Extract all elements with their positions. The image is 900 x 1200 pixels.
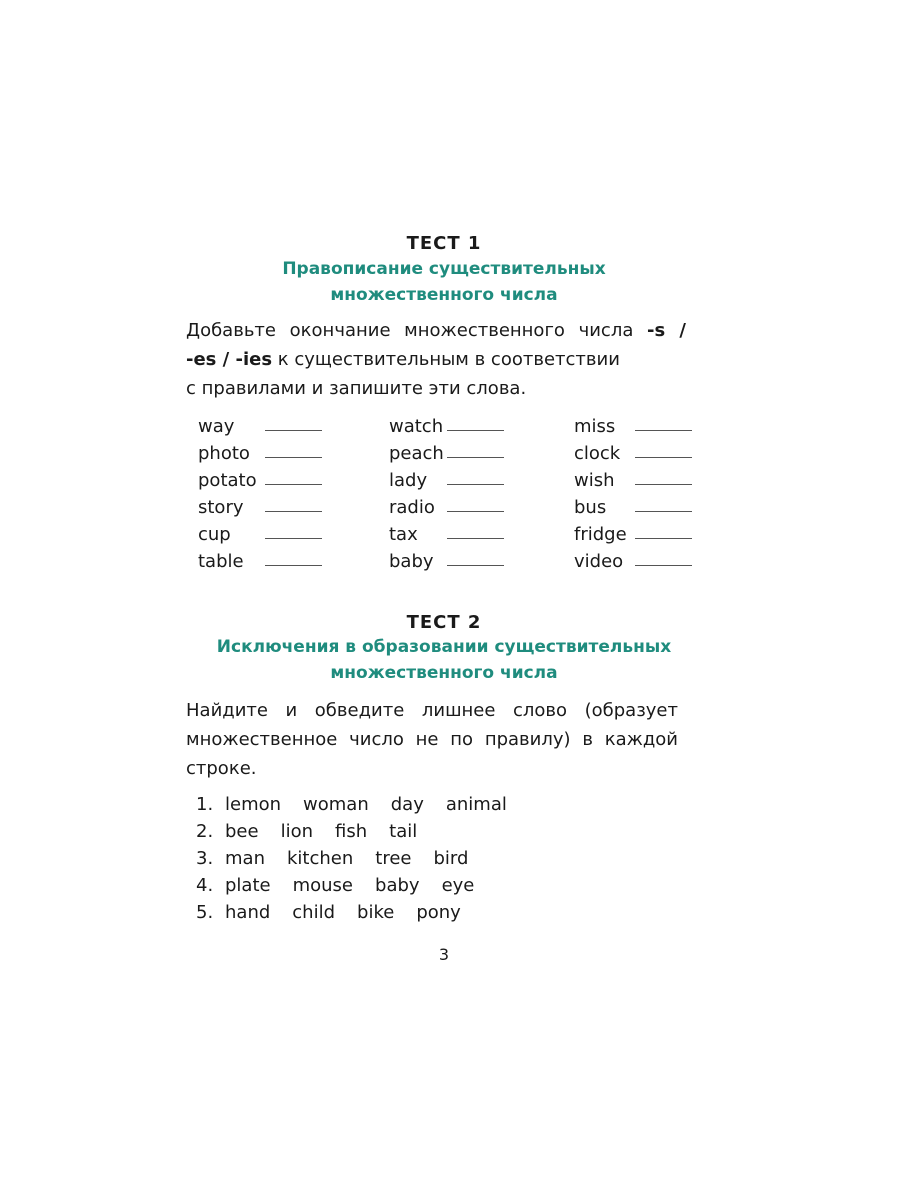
answer-blank-line[interactable]: [635, 538, 692, 539]
answer-blank-line[interactable]: [635, 565, 692, 566]
word-row: [198, 521, 257, 548]
word-row: [389, 548, 444, 575]
test1-title-line-2: множественного числа: [330, 285, 558, 305]
noun-word: watch: [389, 416, 444, 437]
test1-instruction-line-2: [186, 345, 646, 374]
list-word[interactable]: man: [225, 848, 265, 869]
list-item: [196, 818, 529, 845]
answer-blank-line[interactable]: [265, 484, 322, 485]
list-word[interactable]: woman: [303, 794, 369, 815]
list-word[interactable]: lemon: [225, 794, 282, 815]
answer-blank-line[interactable]: [447, 511, 504, 512]
word-column-1: [198, 413, 257, 575]
answer-blank-line[interactable]: [265, 565, 322, 566]
list-word[interactable]: tree: [375, 848, 412, 869]
noun-word: lady: [389, 470, 428, 491]
noun-word: clock: [574, 443, 621, 464]
list-word[interactable]: bird: [433, 848, 469, 869]
answer-blank-line[interactable]: [447, 457, 504, 458]
list-item-number: 1.: [196, 794, 214, 815]
word-row: [574, 494, 627, 521]
test2-instruction: [186, 696, 678, 783]
answer-blank-line[interactable]: [447, 430, 504, 431]
list-word[interactable]: pony: [416, 902, 461, 923]
answer-blank-line[interactable]: [265, 457, 322, 458]
word-row: [574, 440, 627, 467]
noun-word: baby: [389, 551, 434, 572]
list-item: [196, 791, 529, 818]
test1-title: [0, 256, 888, 308]
word-row: [389, 494, 444, 521]
noun-word: peach: [389, 443, 444, 464]
word-row: [389, 521, 444, 548]
answer-blank-line[interactable]: [265, 538, 322, 539]
list-item: [196, 872, 529, 899]
answer-blank-line[interactable]: [635, 430, 692, 431]
test2-title: [0, 634, 888, 686]
list-word[interactable]: baby: [375, 875, 420, 896]
test2-instruction-line-2: множественное число не по правилу) в каждой: [186, 729, 678, 750]
noun-word: table: [198, 551, 244, 572]
list-item-number: 4.: [196, 875, 214, 896]
noun-word: potato: [198, 470, 257, 491]
noun-word: bus: [574, 497, 607, 518]
test1-instruction-line-1: [186, 316, 686, 345]
word-column-3: [574, 413, 627, 575]
list-word[interactable]: tail: [389, 821, 418, 842]
list-word[interactable]: child: [292, 902, 336, 923]
answer-blank-line[interactable]: [447, 538, 504, 539]
word-row: [198, 548, 257, 575]
list-word[interactable]: day: [390, 794, 424, 815]
word-row: [389, 467, 444, 494]
answer-blank-line[interactable]: [635, 484, 692, 485]
word-row: [574, 413, 627, 440]
word-column-2: [389, 413, 444, 575]
word-row: [574, 467, 627, 494]
answer-blank-line[interactable]: [635, 511, 692, 512]
test2-title-line-1: Исключения в образовании существительных: [216, 637, 672, 657]
list-word[interactable]: plate: [225, 875, 271, 896]
list-word[interactable]: hand: [225, 902, 271, 923]
instruction-suffix-bold: -s /: [647, 320, 686, 341]
noun-word: fridge: [574, 524, 627, 545]
word-row: [389, 413, 444, 440]
word-row: [198, 413, 257, 440]
list-item: [196, 845, 529, 872]
list-word[interactable]: bike: [357, 902, 395, 923]
word-row: [389, 440, 444, 467]
answer-blank-line[interactable]: [265, 511, 322, 512]
answer-blank-line[interactable]: [447, 484, 504, 485]
noun-word: story: [198, 497, 244, 518]
noun-word: wish: [574, 470, 615, 491]
list-item-number: 5.: [196, 902, 214, 923]
noun-word: way: [198, 416, 235, 437]
test1-instruction-line-3: с правилами и запишите эти слова.: [186, 378, 527, 399]
list-word[interactable]: animal: [445, 794, 507, 815]
list-word[interactable]: bee: [225, 821, 259, 842]
list-item-number: 3.: [196, 848, 214, 869]
test1-instruction: [186, 316, 686, 403]
test1-label: ТЕСТ 1: [406, 233, 482, 254]
answer-blank-line[interactable]: [265, 430, 322, 431]
word-row: [198, 467, 257, 494]
test2-label: ТЕСТ 2: [406, 612, 482, 633]
list-item-number: 2.: [196, 821, 214, 842]
noun-word: photo: [198, 443, 250, 464]
word-row: [198, 494, 257, 521]
instruction-text: Добавьте окончание множественного числа: [186, 320, 648, 341]
noun-word: miss: [574, 416, 616, 437]
list-word[interactable]: kitchen: [286, 848, 354, 869]
list-word[interactable]: mouse: [292, 875, 354, 896]
word-row: [198, 440, 257, 467]
list-word[interactable]: fish: [335, 821, 368, 842]
word-row: [574, 548, 627, 575]
test2-title-line-2: множественного числа: [330, 663, 558, 683]
test1-title-line-1: Правописание существительных: [282, 259, 606, 279]
answer-blank-line[interactable]: [447, 565, 504, 566]
list-word[interactable]: eye: [441, 875, 475, 896]
noun-word: tax: [389, 524, 418, 545]
test2-instruction-line-1: Найдите и обведите лишнее слово (образует: [186, 700, 678, 721]
test2-word-list: [196, 791, 529, 926]
instruction-suffix-bold: -es / -ies: [186, 349, 273, 370]
page-number: 3: [438, 945, 450, 964]
test2-instruction-line-3: строке.: [186, 758, 257, 779]
answer-blank-line[interactable]: [635, 457, 692, 458]
noun-word: video: [574, 551, 624, 572]
word-row: [574, 521, 627, 548]
noun-word: radio: [389, 497, 435, 518]
list-item: [196, 899, 529, 926]
list-word[interactable]: lion: [280, 821, 314, 842]
noun-word: cup: [198, 524, 231, 545]
instruction-text: к существительным в соответствии: [272, 349, 620, 370]
